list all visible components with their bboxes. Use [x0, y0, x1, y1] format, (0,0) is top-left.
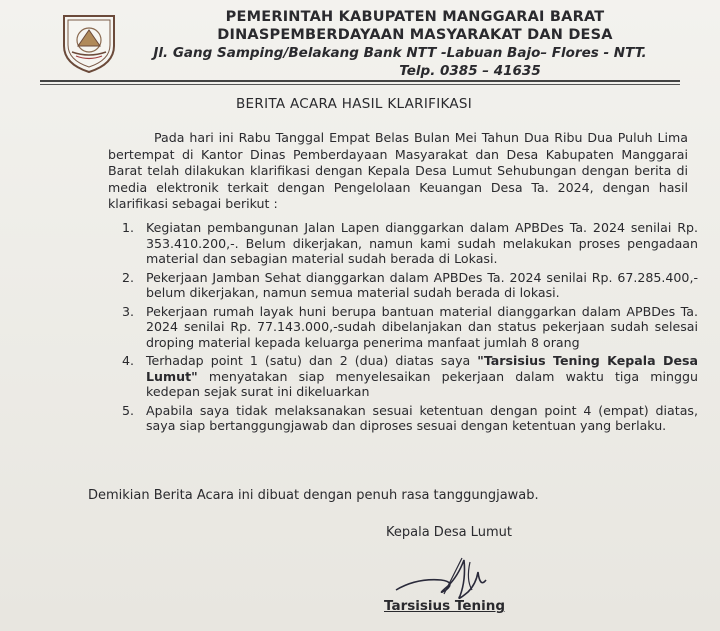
- closing-statement: Demikian Berita Acara ini dibuat dengan penuh rasa tanggungjawab.: [88, 488, 539, 503]
- list-item: [108, 270, 698, 301]
- list-item-number: 2.: [122, 269, 135, 285]
- document-title: BERITA ACARA HASIL KLARIFIKASI: [236, 96, 473, 112]
- list-item-text: Apabila saya tidak melaksanakan sesuai ketentuan dengan point 4 (empat) diatas, saya siap bertanggungjawab dan diproses sesuai dengan ketentuan yang berlaku.: [146, 402, 698, 433]
- list-item-emphasis: "Tarsisius Tening Kepala Desa Lumut": [146, 353, 698, 384]
- list-item-number: 3.: [122, 303, 135, 319]
- letterhead-phone: Telp. 0385 – 41635: [399, 63, 541, 79]
- letterhead: [120, 8, 680, 80]
- list-item: [108, 353, 698, 400]
- letterhead-government: PEMERINTAH KABUPATEN MANGGARAI BARAT: [225, 9, 605, 25]
- list-item: [108, 403, 698, 434]
- intro-text: Pada hari ini Rabu Tanggal Empat Belas Bulan Mei Tahun Dua Ribu Dua Puluh Lima bertempat di Kantor Dinas Pemberdayaan Masyarakat dan Desa Kabupaten Manggarai Barat telah dilakukan klarifikasi dengan Kepala Desa Lumut Sehubungan dengan berita di media elektronik terkait dengan Pengelolaan Keuangan Desa Ta. 2024, dengan hasil klarifikasi sebagai berikut :: [108, 130, 688, 211]
- list-item: [108, 304, 698, 351]
- list-item-text: Pekerjaan Jamban Sehat dianggarkan dalam APBDes Ta. 2024 senilai Rp. 67.285.400,- belum dikerjakan, namun semua material sudah berada di lokasi.: [146, 269, 698, 300]
- signatory-name: Tarsisius Tening: [384, 598, 505, 614]
- list-item-text: Terhadap point 1 (satu) dan 2 (dua) diatas saya: [146, 353, 478, 368]
- intro-paragraph: [108, 130, 688, 213]
- findings-list: [108, 220, 698, 437]
- list-item: [108, 220, 698, 267]
- letterhead-rule-thick: [40, 80, 680, 82]
- regency-emblem-icon: [58, 12, 120, 74]
- list-item-number: 5.: [122, 402, 135, 418]
- list-item-text: menyatakan siap menyelesaikan pekerjaan dalam waktu tiga minggu kedepan sejak surat ini dikeluarkan: [146, 368, 698, 399]
- letterhead-rule-thin: [40, 84, 680, 85]
- list-item-number: 4.: [122, 353, 135, 368]
- letterhead-address: Jl. Gang Samping/Belakang Bank NTT -Labuan Bajo– Flores - NTT.: [153, 45, 647, 61]
- letterhead-agency: DINASPEMBERDAYAAN MASYARAKAT DAN DESA: [217, 27, 613, 43]
- list-item-text: Kegiatan pembangunan Jalan Lapen dianggarkan dalam APBDes Ta. 2024 senilai Rp. 353.410.200,-. Belum dikerjakan, namun kami sudah melakukan proses pengadaan material dan sebagian material sudah berada di Lokasi.: [146, 220, 698, 266]
- list-item-text: Pekerjaan rumah layak huni berupa bantuan material dianggarkan dalam APBDes Ta. 2024 senilai Rp. 77.143.000,-sudah dibelanjakan dan status pekerjaan sudah selesai droping material kepada keluarga penerima manfaat jumlah 8 orang: [146, 303, 698, 350]
- signatory-title: Kepala Desa Lumut: [386, 525, 512, 540]
- list-item-number: 1.: [122, 220, 135, 235]
